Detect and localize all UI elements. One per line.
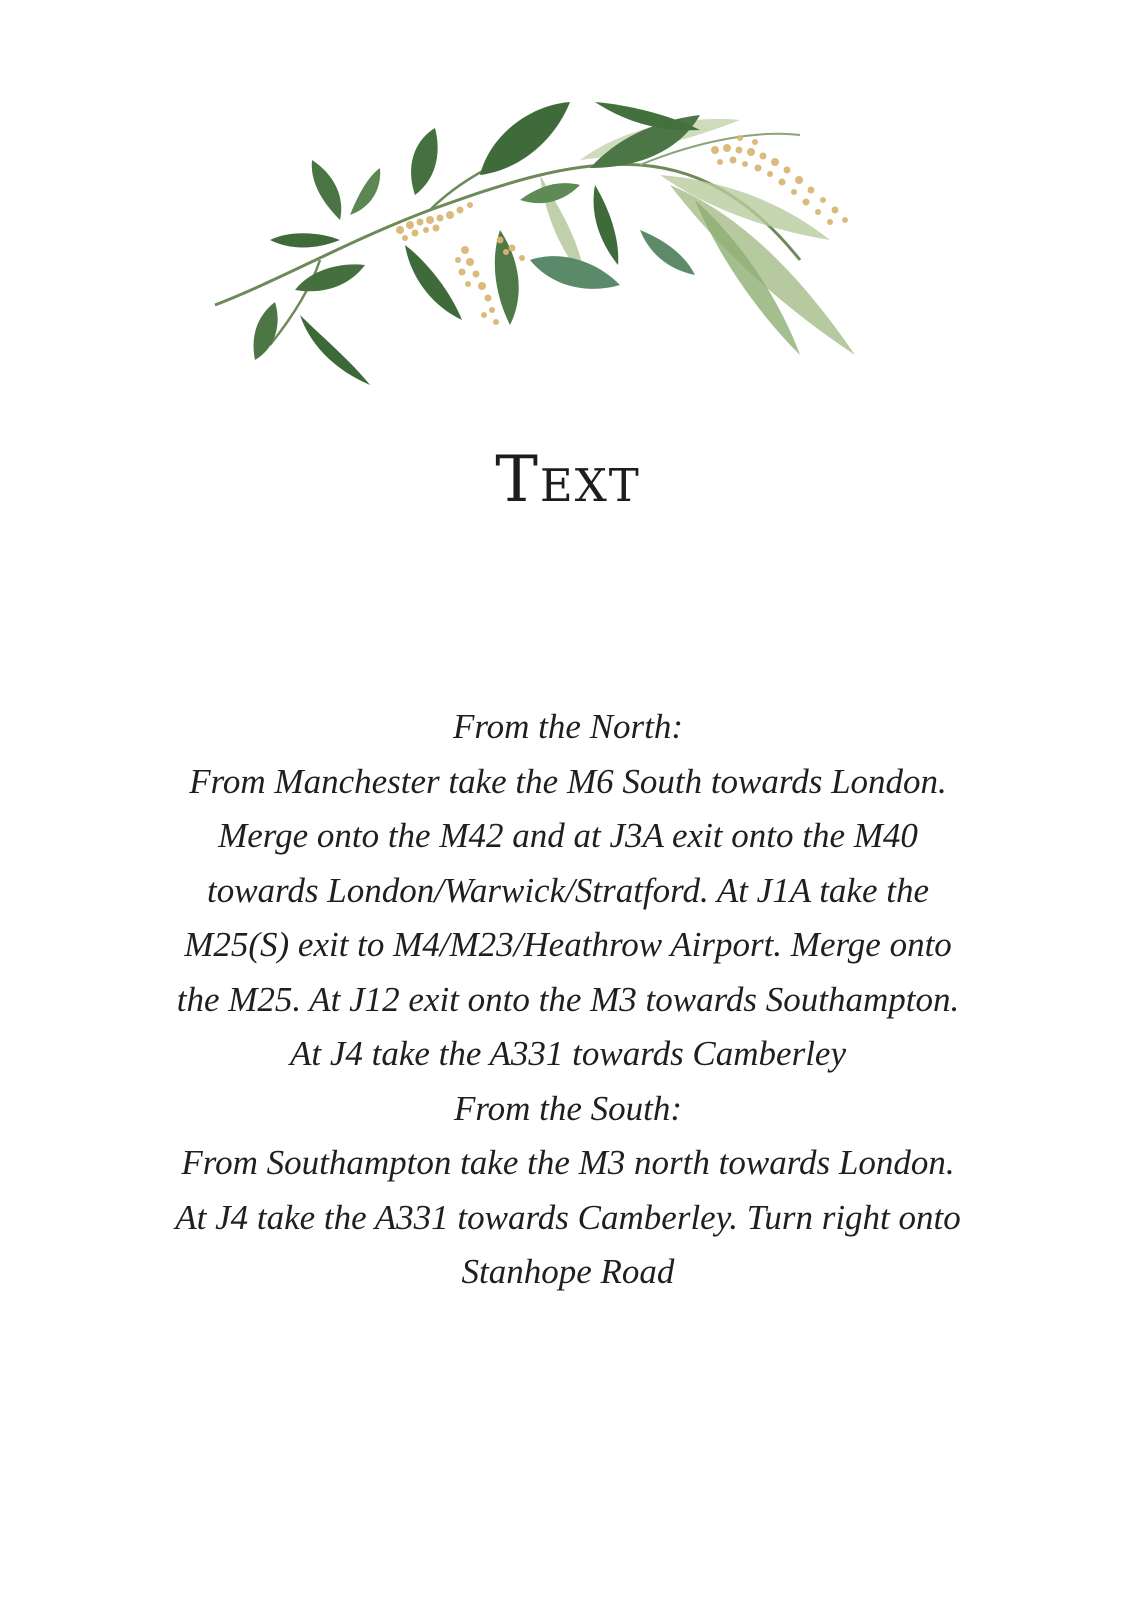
directions-line: Stanhope Road	[461, 1252, 675, 1291]
directions-line: From Southampton take the M3 north towards London.	[181, 1143, 955, 1182]
directions-line: At J4 take the A331 towards Camberley. Turn right onto	[175, 1197, 961, 1237]
directions-line: From the North:	[452, 707, 684, 746]
directions-line: From Manchester take the M6 South towards London.	[189, 761, 947, 801]
directions-line: From the South:	[453, 1088, 683, 1128]
directions-line: the M25. At J12 exit onto the M3 towards Southampton.	[176, 979, 960, 1019]
directions-line: At J4 take the A331 towards Camberley	[289, 1034, 847, 1073]
page-title: Text	[495, 443, 641, 517]
directions-text	[120, 700, 1016, 1300]
directions-line: Merge onto the M42 and at J3A exit onto the M40	[218, 816, 918, 855]
botanical-foliage-icon	[200, 90, 900, 410]
directions-line: M25(S) exit to M4/M23/Heathrow Airport. Merge onto	[184, 925, 952, 964]
directions-line: towards London/Warwick/Stratford. At J1A take the	[206, 870, 930, 910]
